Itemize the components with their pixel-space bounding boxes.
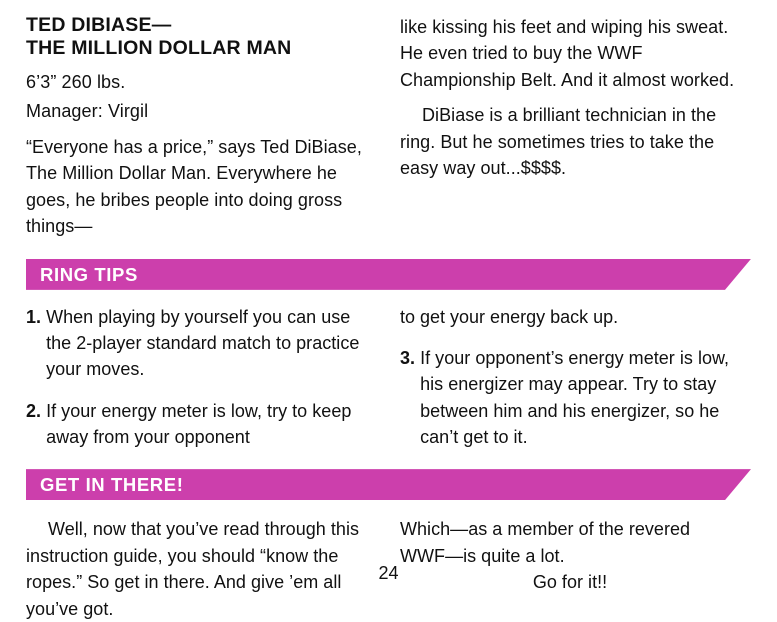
bio-paragraph-left: “Everyone has a price,” says Ted DiBiase, The Million Dollar Man. Everywhere he goes, he bribes people into doing gross things— (26, 137, 362, 237)
spacer (26, 240, 751, 259)
tip-text: If your energy meter is low, try to keep away from your opponent (46, 400, 352, 447)
ring-tips-banner (26, 259, 751, 290)
spacer (26, 450, 751, 469)
ring-tips-heading: RING TIPS (40, 263, 138, 285)
wrestler-name (26, 14, 366, 60)
tip-text-continuation: to get your energy back up. (400, 306, 619, 327)
tip-text: If your opponent’s energy meter is low, his energizer may appear. Try to stay between him and his energizer, so he can’t get to it. (420, 348, 730, 447)
outro-paragraph-left: Well, now that you’ve read through this instruction guide, you should “know the ropes.” So get in there. And give ’em all you’ve got. (26, 519, 360, 619)
manager-text: Manager: Virgil (26, 101, 149, 121)
bio-paragraph-right-2: DiBiase is a brilliant technician in the ring. But he sometimes tries to take the easy way out...$$$$. (400, 105, 717, 179)
ring-tips-section (26, 304, 751, 450)
outro-paragraph-right: Which—as a member of the revered WWF—is quite a lot. (400, 519, 691, 566)
height-weight-text: 6’3” 260 lbs. (26, 72, 126, 92)
ring-tips-left-column (26, 304, 366, 450)
bio-right-column (400, 14, 740, 182)
wrestler-name-line-1: TED DIBIASE— (26, 14, 172, 36)
bio-left-column (26, 14, 366, 240)
get-in-there-heading: GET IN THERE! (40, 474, 184, 496)
tip-number: 2. (26, 400, 42, 421)
ring-tips-right-column (400, 304, 740, 450)
tip-number: 3. (400, 348, 416, 369)
wrestler-bio-section (26, 14, 751, 240)
tip-number: 1. (26, 306, 42, 327)
list-item (400, 345, 740, 450)
wrestler-name-line-2: THE MILLION DOLLAR MAN (26, 37, 292, 59)
outro-closing-line: Go for it!! (532, 572, 608, 593)
list-item (26, 304, 366, 383)
page-number: 24 (378, 563, 399, 583)
get-in-there-banner (26, 469, 751, 500)
bio-paragraph-right-1: like kissing his feet and wiping his sweat. He even tried to buy the WWF Championship Belt. And it almost worked. (400, 17, 735, 90)
list-item (26, 398, 366, 451)
tip-text: When playing by yourself you can use the 2-player standard match to practice your moves. (46, 306, 360, 380)
